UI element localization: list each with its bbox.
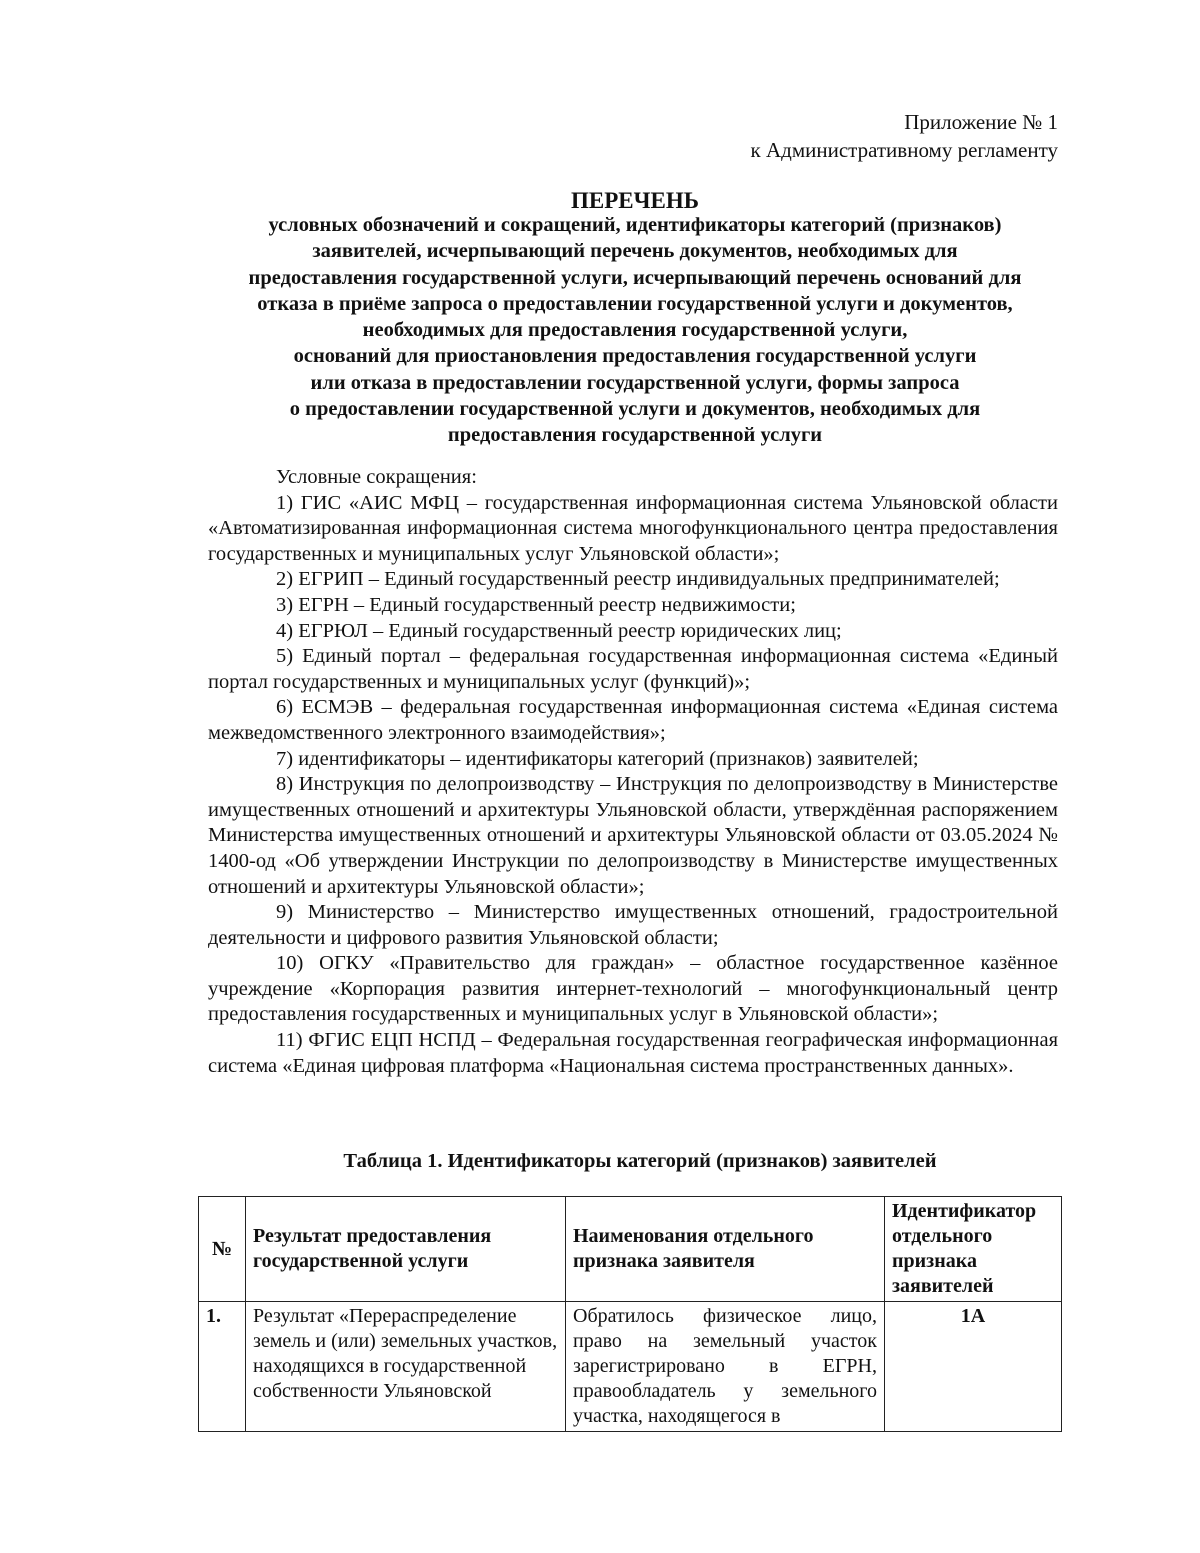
row-identifier: 1А	[885, 1302, 1062, 1432]
subtitle-line: о предоставлении государственной услуги и документов, необходимых для	[289, 398, 981, 421]
row-number: 1.	[199, 1302, 246, 1432]
subtitle-line: или отказа в предоставлении государственной услуги, формы запроса	[310, 371, 960, 394]
table-header-row	[199, 1197, 1062, 1302]
subtitle-line: заявителей, исчерпывающий перечень документов, необходимых для	[312, 240, 958, 263]
abbreviation-item: 4) ЕГРЮЛ – Единый государственный реестр юридических лиц;	[276, 619, 842, 642]
row-category: Обратилось физическое лицо, право на земельный участок зарегистрировано в ЕГРН, правообладатель у земельного участка, находящегося в	[566, 1302, 885, 1432]
abbreviation-item: 1) ГИС «АИС МФЦ – государственная информационная система Ульяновской области «Автоматизированная информационная система многофункционального центра предоставления государственных и муниципальных услуг Ульяновской области»;	[208, 491, 1058, 565]
abbreviation-item: 10) ОГКУ «Правительство для граждан» – областное государственное казённое учреждение «Корпорация развития интернет-технологий – многофункциональный центр предоставления государственных и муниципальных услуг в Ульяновской области»;	[208, 952, 1058, 1026]
table-row	[199, 1302, 1062, 1432]
abbreviation-item: 11) ФГИС ЕЦП НСПД – Федеральная государственная географическая информационная система «Единая цифровая платформа «Национальная система пространственных данных».	[208, 1029, 1058, 1077]
column-header-identifier: Идентификатор отдельного признака заявителей	[885, 1197, 1062, 1302]
row-result: Результат «Перераспределение земель и (или) земельных участков, находящихся в государственной собственности Ульяновской	[246, 1302, 566, 1432]
subtitle-line: оснований для приостановления предоставления государственной услуги	[293, 345, 977, 368]
applicant-categories-table	[198, 1196, 1062, 1432]
subtitle-line: предоставления государственной услуги	[447, 424, 823, 447]
table-title: Таблица 1. Идентификаторы категорий (признаков) заявителей	[343, 1150, 937, 1172]
column-header-number: №	[199, 1197, 246, 1302]
column-header-result: Результат предоставления государственной услуги	[246, 1197, 566, 1302]
abbreviations-heading: Условные сокращения:	[276, 466, 477, 488]
abbreviation-item: 9) Министерство – Министерство имущественных отношений, градостроительной деятельности и цифрового развития Ульяновской области;	[208, 901, 1058, 949]
subtitle-line: условных обозначений и сокращений, идентификаторы категорий (признаков)	[268, 214, 1002, 236]
abbreviations-section	[208, 465, 1058, 1079]
abbreviation-item: 8) Инструкция по делопроизводству – Инструкция по делопроизводству в Министерстве имущественных отношений и архитектуры Ульяновской области, утверждённая распоряжением Министерства имущественных отношений и архитектуры Ульяновской области от 03.05.2024 № 1400-од «Об утверждении Инструкции по делопроизводству в Министерстве имущественных отношений и архитектуры Ульяновской области»;	[208, 773, 1058, 898]
appendix-reference: к Административному регламенту	[750, 138, 1058, 162]
document-subtitle	[200, 212, 1070, 449]
abbreviation-item: 2) ЕГРИП – Единый государственный реестр индивидуальных предпринимателей;	[276, 568, 1000, 591]
subtitle-line: предоставления государственной услуги, исчерпывающий перечень оснований для	[248, 266, 1022, 289]
document-title: ПЕРЕЧЕНЬ	[571, 188, 699, 213]
abbreviation-item: 3) ЕГРН – Единый государственный реестр недвижимости;	[276, 593, 796, 616]
abbreviation-item: 7) идентификаторы – идентификаторы категорий (признаков) заявителей;	[276, 747, 919, 770]
appendix-number: Приложение № 1	[904, 110, 1058, 134]
abbreviation-item: 5) Единый портал – федеральная государственная информационная система «Единый портал государственных и муниципальных услуг (функций)»;	[208, 645, 1058, 693]
subtitle-line: отказа в приёме запроса о предоставлении государственной услуги и документов,	[257, 292, 1013, 315]
appendix-header	[751, 108, 1058, 164]
subtitle-line: необходимых для предоставления государственной услуги,	[362, 319, 908, 342]
abbreviation-item: 6) ЕСМЭВ – федеральная государственная информационная система «Единая система межведомственного электронного взаимодействия»;	[208, 696, 1058, 744]
column-header-category: Наименования отдельного признака заявителя	[566, 1197, 885, 1302]
